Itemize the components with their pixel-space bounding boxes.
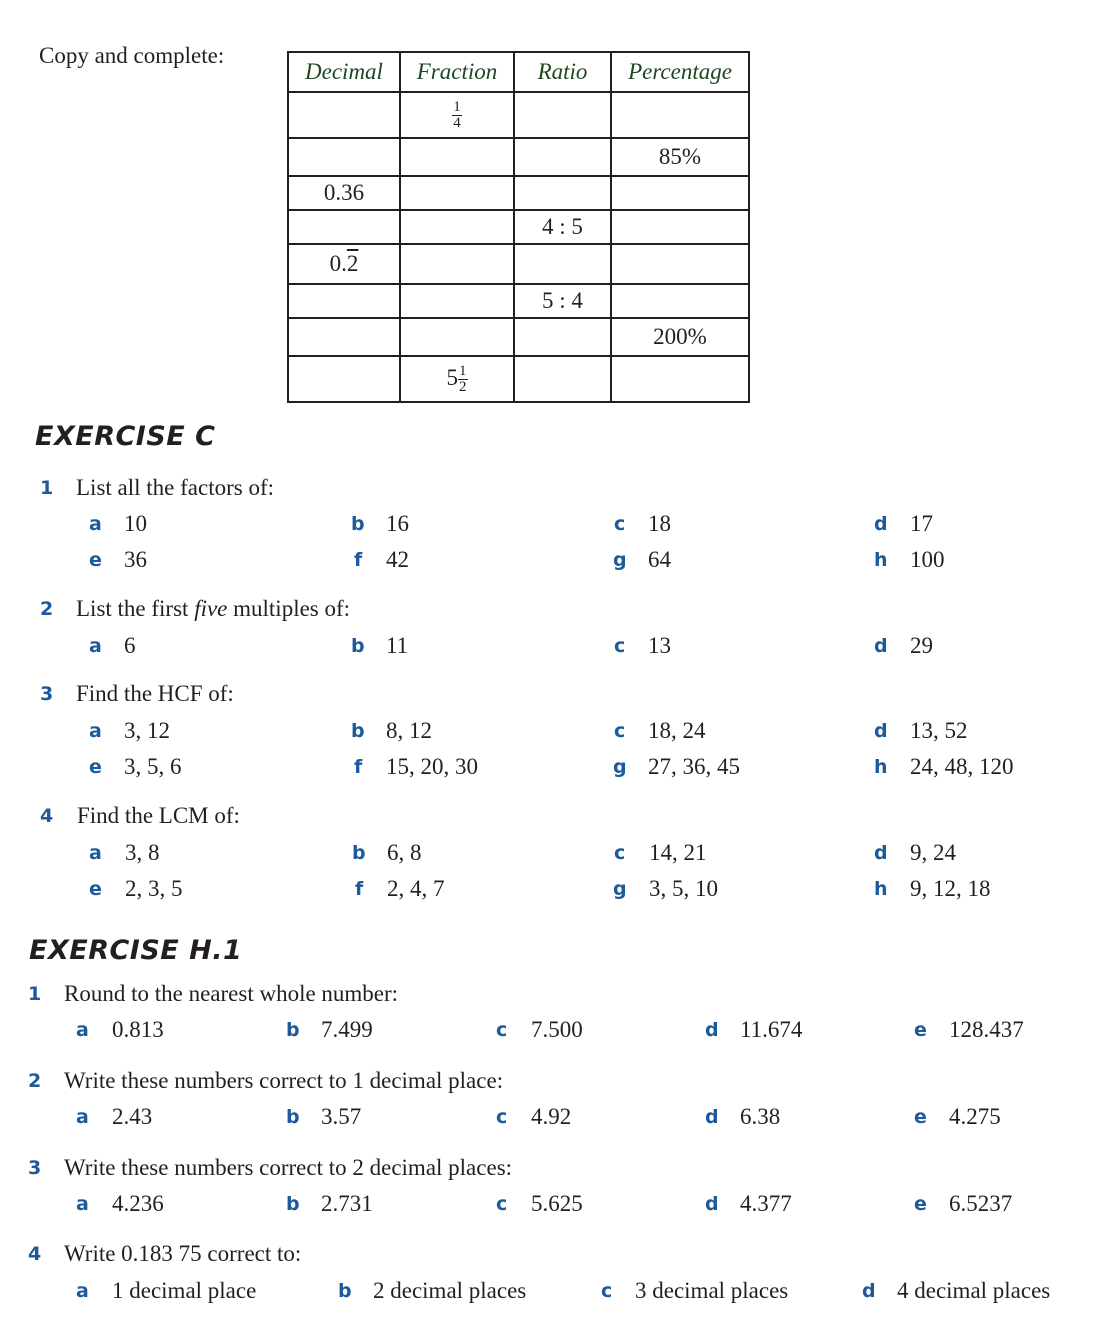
question-number: 1: [28, 983, 42, 1005]
part-value: 5.625: [531, 1191, 583, 1216]
part-label: e: [89, 549, 102, 571]
cell-ratio: [514, 176, 611, 210]
part-label: b: [338, 1280, 352, 1302]
part-label: b: [351, 513, 365, 535]
part-value: 4.275: [949, 1104, 1001, 1129]
part-label: d: [874, 842, 888, 864]
question-text: Write these numbers correct to 1 decimal place:: [64, 1068, 504, 1093]
part-value: 7.499: [321, 1017, 373, 1042]
part-value: 8, 12: [386, 718, 432, 743]
part-label: g: [613, 549, 627, 571]
part-value: 2.731: [321, 1191, 373, 1216]
table-row: [288, 92, 749, 138]
part-value: 9, 24: [910, 840, 956, 865]
part-value: 3, 5, 10: [649, 876, 718, 901]
part-label: a: [89, 635, 102, 657]
exercise-c-title: EXERCISE C: [35, 421, 216, 452]
part-label: b: [351, 720, 365, 742]
fraction-denominator: 2: [459, 378, 467, 395]
question-number: 2: [40, 598, 54, 620]
part-label: c: [614, 720, 626, 742]
part-value: 4.377: [740, 1191, 792, 1216]
part-value: 29: [910, 633, 933, 658]
cell-percentage: [611, 356, 749, 402]
part-label: h: [874, 549, 888, 571]
part-value: 3, 12: [124, 718, 170, 743]
question-number: 1: [40, 477, 54, 499]
cell-decimal: [288, 356, 400, 402]
question-number: 4: [28, 1243, 42, 1265]
part-value: 13, 52: [910, 718, 968, 743]
part-value: 36: [124, 547, 147, 572]
part-value: 16: [386, 511, 409, 536]
part-label: c: [496, 1019, 508, 1041]
cell-ratio: 4 : 5: [514, 210, 611, 244]
part-label: g: [613, 878, 627, 900]
question-number: 4: [40, 805, 54, 827]
part-value: 0.813: [112, 1017, 164, 1042]
fraction-one-half: [458, 364, 468, 395]
table-header-row: [288, 52, 749, 92]
part-label: b: [351, 635, 365, 657]
part-value: 3, 8: [125, 840, 160, 865]
cell-decimal: 0.36: [288, 176, 400, 210]
part-label: c: [614, 635, 626, 657]
part-label: c: [601, 1280, 613, 1302]
cell-fraction: [400, 318, 514, 356]
header-fraction: Fraction: [400, 52, 514, 92]
part-value: 6, 8: [387, 840, 422, 865]
cell-percentage: [611, 284, 749, 318]
cell-percentage: 200%: [611, 318, 749, 356]
table-row: [288, 284, 749, 318]
part-value: 42: [386, 547, 409, 572]
fraction-numerator: 1: [453, 98, 461, 115]
instruction-text: Copy and complete:: [39, 43, 225, 68]
part-label: d: [874, 513, 888, 535]
part-value: 3 decimal places: [635, 1278, 789, 1303]
question-text: Find the HCF of:: [76, 681, 234, 706]
decimal-integer-part: 0.: [329, 251, 347, 276]
part-value: 2, 4, 7: [387, 876, 445, 901]
part-label: d: [874, 635, 888, 657]
cell-percentage: [611, 210, 749, 244]
header-ratio: Ratio: [514, 52, 611, 92]
header-decimal: Decimal: [288, 52, 400, 92]
part-value: 2 decimal places: [373, 1278, 527, 1303]
table-row: [288, 318, 749, 356]
part-label: d: [874, 720, 888, 742]
part-label: a: [89, 842, 102, 864]
part-value: 1 decimal place: [112, 1278, 257, 1303]
part-label: e: [89, 878, 102, 900]
part-value: 24, 48, 120: [910, 754, 1014, 779]
part-label: c: [614, 842, 626, 864]
question-text: [76, 595, 350, 623]
part-label: d: [705, 1193, 719, 1215]
question-number: 3: [28, 1157, 42, 1179]
cell-fraction: [400, 176, 514, 210]
part-label: c: [496, 1193, 508, 1215]
part-value: 2.43: [112, 1104, 153, 1129]
part-label: f: [355, 878, 364, 900]
table-row: [288, 138, 749, 176]
part-label: a: [76, 1280, 89, 1302]
conversion-table: [287, 51, 750, 403]
cell-decimal: [288, 284, 400, 318]
cell-percentage: [611, 176, 749, 210]
cell-fraction: [400, 284, 514, 318]
fraction-denominator: 4: [453, 114, 461, 131]
part-value: 128.437: [949, 1017, 1024, 1042]
recurring-digit: 2: [346, 251, 359, 276]
part-value: 6.5237: [949, 1191, 1013, 1216]
part-value: 14, 21: [649, 840, 707, 865]
cell-fraction: [400, 138, 514, 176]
question-text-before: List the first: [76, 596, 195, 621]
cell-percentage: [611, 244, 749, 284]
part-value: 3.57: [321, 1104, 362, 1129]
part-label: c: [496, 1106, 508, 1128]
part-value: 9, 12, 18: [910, 876, 991, 901]
cell-decimal: [288, 138, 400, 176]
part-label: d: [705, 1019, 719, 1041]
cell-ratio: [514, 318, 611, 356]
part-label: a: [76, 1019, 89, 1041]
cell-ratio: [514, 356, 611, 402]
part-label: h: [874, 756, 888, 778]
part-value: 2, 3, 5: [125, 876, 183, 901]
part-value: 27, 36, 45: [648, 754, 740, 779]
part-value: 6: [124, 633, 136, 658]
question-text: Write 0.183 75 correct to:: [64, 1241, 302, 1266]
question-number: 3: [40, 683, 54, 705]
part-value: 18: [648, 511, 671, 536]
table-row: [288, 356, 749, 402]
part-label: e: [914, 1193, 927, 1215]
part-label: f: [354, 756, 363, 778]
cell-decimal: [288, 318, 400, 356]
cell-decimal: [288, 210, 400, 244]
part-value: 11.674: [740, 1017, 803, 1042]
part-label: b: [286, 1106, 300, 1128]
part-value: 4.92: [531, 1104, 572, 1129]
part-label: e: [914, 1106, 927, 1128]
part-value: 10: [124, 511, 147, 536]
part-value: 6.38: [740, 1104, 781, 1129]
cell-fraction: [400, 210, 514, 244]
header-percentage: Percentage: [611, 52, 749, 92]
part-label: e: [914, 1019, 927, 1041]
cell-ratio: [514, 138, 611, 176]
part-value: 4 decimal places: [897, 1278, 1051, 1303]
table-row: [288, 210, 749, 244]
question-text: List all the factors of:: [76, 475, 274, 500]
part-label: a: [89, 513, 102, 535]
question-text: Write these numbers correct to 2 decimal places:: [64, 1155, 513, 1180]
part-label: a: [89, 720, 102, 742]
part-label: a: [76, 1193, 89, 1215]
fraction-numerator: 1: [459, 362, 467, 379]
cell-decimal: [288, 244, 400, 284]
part-label: b: [286, 1019, 300, 1041]
table-row: [288, 176, 749, 210]
part-label: b: [286, 1193, 300, 1215]
part-value: 17: [910, 511, 933, 536]
part-value: 100: [910, 547, 945, 572]
part-label: f: [354, 549, 363, 571]
cell-percentage: [611, 92, 749, 138]
table-row: [288, 244, 749, 284]
part-label: d: [705, 1106, 719, 1128]
part-value: 64: [648, 547, 671, 572]
part-value: 11: [386, 633, 409, 658]
mixed-number-whole: 5: [446, 364, 458, 390]
exercise-h1-title: EXERCISE H.1: [29, 935, 243, 966]
cell-fraction: [400, 356, 514, 402]
cell-ratio: 5 : 4: [514, 284, 611, 318]
part-label: e: [89, 756, 102, 778]
cell-percentage: 85%: [611, 138, 749, 176]
cell-decimal: [288, 92, 400, 138]
part-label: c: [614, 513, 626, 535]
part-value: 7.500: [531, 1017, 583, 1042]
cell-ratio: [514, 244, 611, 284]
part-label: b: [352, 842, 366, 864]
part-label: a: [76, 1106, 89, 1128]
fraction-one-quarter: [452, 100, 462, 131]
part-value: 18, 24: [648, 718, 706, 743]
question-text-emphasis: five: [194, 596, 228, 621]
question-number: 2: [28, 1070, 42, 1092]
part-value: 4.236: [112, 1191, 164, 1216]
question-text: Round to the nearest whole number:: [64, 981, 399, 1006]
cell-ratio: [514, 92, 611, 138]
cell-fraction: [400, 92, 514, 138]
part-label: d: [862, 1280, 876, 1302]
part-value: 13: [648, 633, 671, 658]
part-value: 15, 20, 30: [386, 754, 478, 779]
part-value: 3, 5, 6: [124, 754, 182, 779]
part-label: h: [874, 878, 888, 900]
cell-fraction: [400, 244, 514, 284]
question-text-after: multiples of:: [227, 596, 351, 621]
part-label: g: [613, 756, 627, 778]
question-text: Find the LCM of:: [77, 803, 240, 828]
